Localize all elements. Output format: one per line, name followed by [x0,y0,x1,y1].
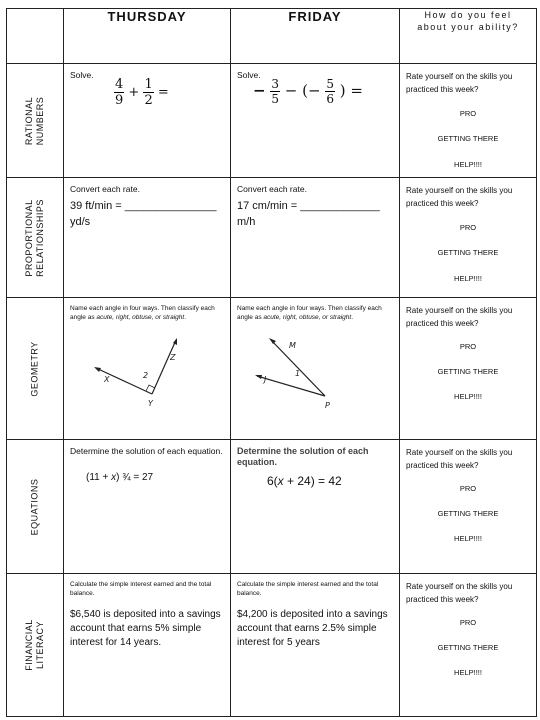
denominator: 9 [115,93,124,108]
operator: + [128,85,140,100]
proportional-thursday-problem [70,198,217,230]
proportional-friday-prompt: Convert each rate. [237,184,307,194]
financial-friday-prompt: Calculate the simple interest earned and the total balance. [237,581,379,597]
rating-help[interactable]: HELP!!!! [454,534,482,543]
financial-label [24,619,46,671]
proportional-thursday-cell [64,178,231,298]
negative-sign: − [253,81,266,100]
fraction [270,78,280,105]
financial-literacy-row [7,574,537,717]
thursday-header: THURSDAY [64,9,231,64]
equals-sign: = [157,85,169,100]
rational-thursday-expression [114,78,169,107]
financial-friday-cell [231,574,400,717]
rating-pro[interactable]: PRO [459,109,477,118]
equations-rating-cell [400,440,537,574]
arrowhead [255,375,262,379]
equations-row [7,440,537,574]
proportional-thursday-prompt: Convert each rate. [70,184,140,194]
rating-getting-there[interactable]: GETTING THERE [437,367,499,376]
denominator: 5 [271,92,279,106]
geometry-label: GEOMETRY [29,340,40,397]
negative-sign: − [308,81,321,100]
geometry-label-cell [7,298,64,440]
rating-pro[interactable]: PRO [459,342,477,351]
label-line: LITERACY [35,620,45,670]
proportional-label-cell [7,178,64,298]
geometry-thursday-cell [64,298,231,440]
fraction [143,78,153,107]
feel-header-line2: about your ability? [417,22,519,32]
geometry-friday-prompt: Name each angle in four ways. Then classify each angle as acute, right, obtuse, or straight. [237,305,382,321]
numerator: 3 [271,77,279,91]
operator: − [284,81,298,100]
rational-friday-prompt: Solve. [237,70,261,80]
rating-help[interactable]: HELP!!!! [454,668,482,677]
equations-thursday-cell [64,440,231,574]
label-line: PROPORTIONAL [24,198,34,277]
financial-rating-cell [400,574,537,717]
financial-thursday-prompt: Calculate the simple interest earned and the total balance. [70,581,212,597]
angle-number-label: 1 [295,369,301,378]
paren: ) [339,81,346,100]
rating-help[interactable]: HELP!!!! [454,274,482,283]
point-j-label: J [264,375,267,384]
equation-part: + 24) = 42 [283,474,342,488]
label-line: RELATIONSHIPS [35,198,45,277]
point-m-label: M [289,341,296,350]
equals-sign: = [350,81,363,100]
friday-header: FRIDAY [231,9,400,64]
financial-thursday-cell [64,574,231,717]
problem-line: 39 ft/min = _______________ [70,200,217,212]
rational-friday-cell [231,64,400,178]
rational-numbers-label [24,96,46,145]
rating-help[interactable]: HELP!!!! [454,392,482,401]
equations-label: EQUATIONS [29,478,40,535]
rating-help[interactable]: HELP!!!! [454,160,482,169]
label-line: FINANCIAL [24,619,34,671]
rational-friday-expression [253,78,363,105]
rating-prompt: Rate yourself on the skills you practiced this week? [406,186,513,208]
label-line: NUMBERS [35,96,45,145]
variable: x [277,474,284,488]
feel-header-line1: How do you feel [424,10,512,20]
rating-pro[interactable]: PRO [459,484,477,493]
fraction [114,78,124,107]
variable: x [111,472,117,483]
equations-friday-prompt: Determine the solution of each equation. [237,446,369,467]
rating-getting-there[interactable]: GETTING THERE [437,509,499,518]
label-line: RATIONAL [24,96,34,145]
angle-xyz-diagram [64,298,231,440]
point-p-label: P [325,401,330,410]
rating-getting-there[interactable]: GETTING THERE [437,134,499,143]
corner-cell [7,9,64,64]
equation-part: (11 + [86,472,112,483]
rating-prompt: Rate yourself on the skills you practiced this week? [406,448,513,470]
numerator: 5 [326,77,334,91]
rating-prompt: Rate yourself on the skills you practiced this week? [406,306,513,328]
proportional-relationships-row [7,178,537,298]
equations-friday-equation [267,474,342,488]
equations-thursday-equation [86,472,153,483]
problem-line: 17 cm/min = _____________ [237,200,380,212]
equations-thursday-prompt: Determine the solution of each equation. [70,446,223,456]
point-z-label: Z [170,353,176,362]
paren: ( [302,81,308,100]
weekly-practice-table [6,8,537,717]
numerator: 4 [115,77,124,92]
rating-prompt: Rate yourself on the skills you practiced this week? [406,72,513,94]
fraction [325,78,335,105]
equation-part: 6( [267,474,278,488]
feel-header [400,9,537,64]
geometry-rating-cell [400,298,537,440]
rating-getting-there[interactable]: GETTING THERE [437,643,499,652]
geometry-friday-cell [231,298,400,440]
rational-numbers-label-cell [7,64,64,178]
proportional-label [24,199,46,277]
proportional-rating-cell [400,178,537,298]
numerator: 1 [144,77,153,92]
rating-pro[interactable]: PRO [459,618,477,627]
rational-numbers-row [7,64,537,178]
ray-yz [152,340,176,394]
denominator: 2 [144,93,153,108]
rating-getting-there[interactable]: GETTING THERE [437,248,499,257]
angle-mpj-diagram [231,298,400,440]
problem-line: yd/s [70,216,91,228]
point-x-label: X [104,375,110,384]
rating-pro[interactable]: PRO [459,223,477,232]
equations-friday-cell [231,440,400,574]
point-y-label: Y [148,399,153,408]
financial-thursday-problem: $6,540 is deposited into a savings account that earns 5% simple interest for 14 years. [70,609,221,648]
arrowhead [269,338,276,344]
rational-thursday-cell [64,64,231,178]
rating-prompt: Rate yourself on the skills you practiced this week? [406,582,513,604]
rational-thursday-prompt: Solve. [70,70,94,80]
rational-rating-cell [400,64,537,178]
problem-line: m/h [237,216,256,228]
denominator: 6 [326,92,334,106]
equation-part: ) ¾ = 27 [116,472,154,483]
geometry-row [7,298,537,440]
arrowhead [94,367,101,372]
header-row [7,9,537,64]
financial-friday-problem: $4,200 is deposited into a savings account that earns 2.5% simple interest for 5 years [237,609,388,648]
geometry-thursday-prompt: Name each angle in four ways. Then classify each angle as acute, right, obtuse, or straight. [70,305,215,321]
proportional-friday-cell [231,178,400,298]
equations-label-cell [7,440,64,574]
proportional-friday-problem [237,198,380,230]
financial-label-cell [7,574,64,717]
angle-number-label: 2 [143,371,149,380]
